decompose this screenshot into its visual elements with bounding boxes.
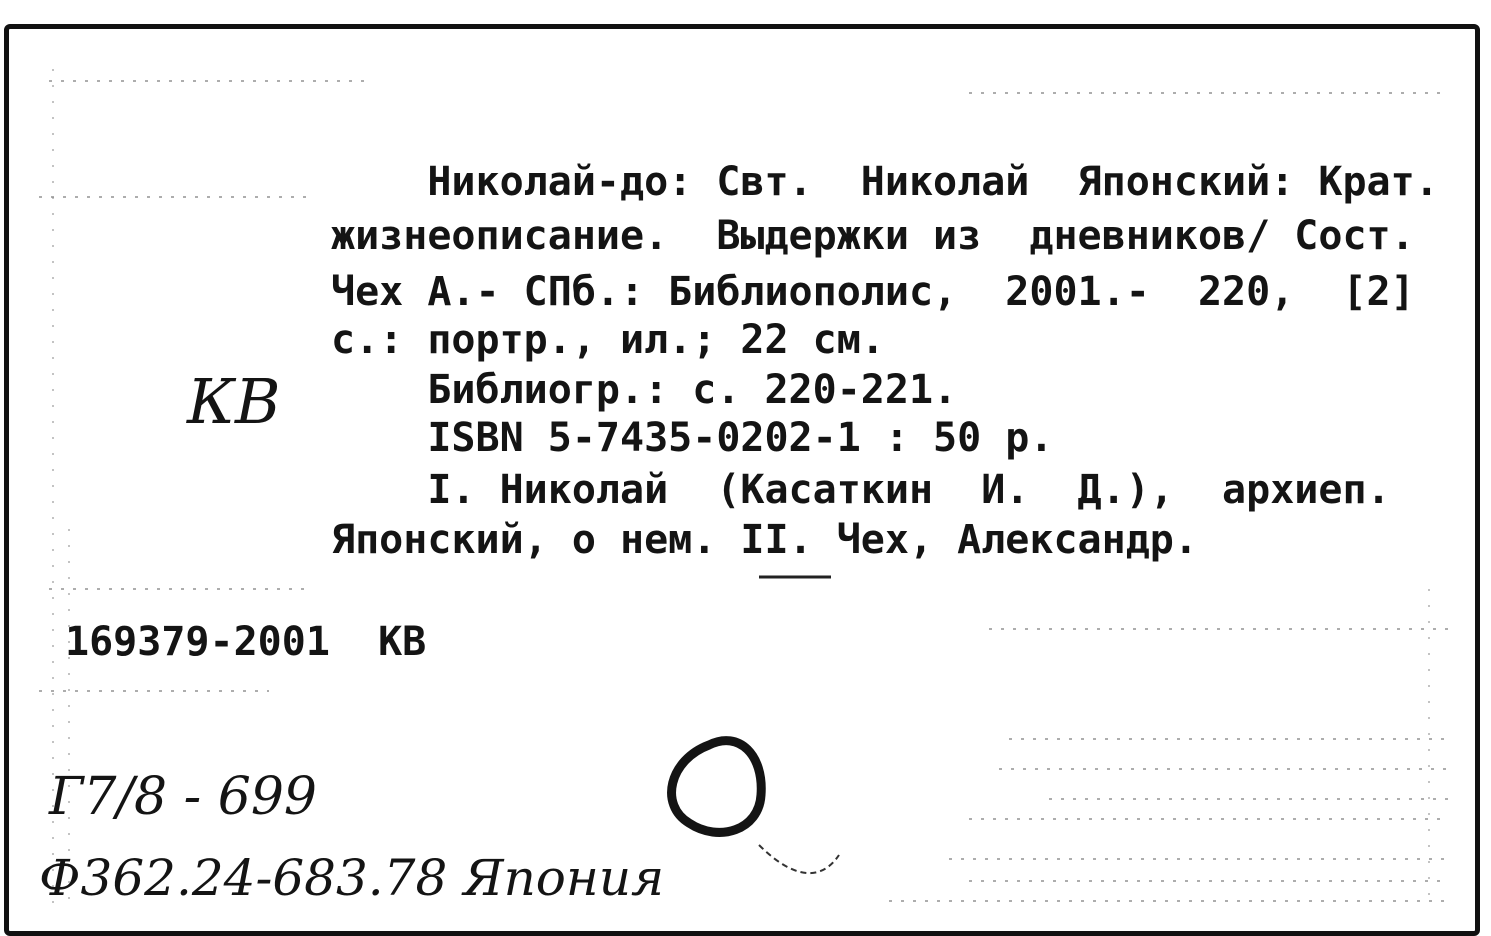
entry-line-1: Николай-до: Свт. Николай Японский: Крат.: [331, 159, 1439, 205]
inventory-number: 169379-2001 КВ: [65, 619, 427, 665]
handwritten-mark: КВ: [187, 365, 281, 438]
entry-line-7: I. Николай (Касаткин И. Д.), архиеп.: [331, 467, 1391, 513]
entry-line-3: Чех А.- СПб.: Библиополис, 2001.- 220, [2]: [331, 269, 1415, 315]
entry-line-6: ISBN 5-7435-0202-1 : 50 р.: [331, 415, 1054, 461]
punch-hole: [649, 725, 849, 895]
catalog-card: [4, 24, 1480, 936]
entry-line-5: Библиогр.: с. 220-221.: [331, 367, 958, 413]
entry-line-8: Японский, о нем. II. Чех, Александр.: [331, 517, 1198, 563]
handwritten-shelf-1: Г7/8 - 699: [49, 767, 317, 827]
entry-line-4: с.: портр., ил.; 22 см.: [331, 317, 885, 363]
entry-line-2: жизнеописание. Выдержки из дневников/ Сост.: [331, 213, 1415, 259]
handwritten-shelf-2: Ф362.24-683.78 Япония: [39, 849, 665, 907]
